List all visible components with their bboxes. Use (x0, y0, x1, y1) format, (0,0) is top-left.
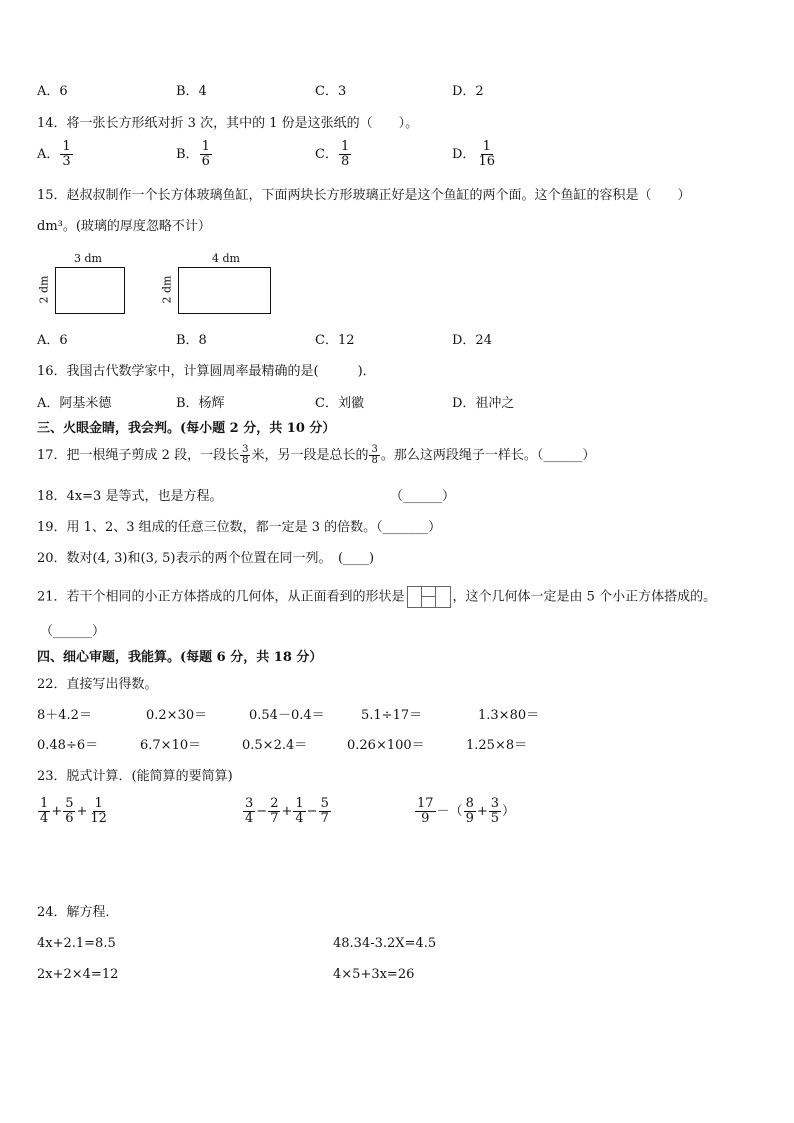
q19-question: 19．用 1、2、3 组成的任意三位数，都一定是 3 的倍数。（_______） (37, 520, 442, 535)
q18-answer-blank[interactable]: （______） (390, 489, 456, 504)
fig1-side-label: 2 dm (37, 275, 51, 304)
q15-option-d: D．24 (452, 333, 492, 348)
q17-question: 17．把一根绳子剪成 2 段，一段长 $\frac{3}{8}$ 米，另一段是总长的 $\frac{3}{8}$ 。那么这两段绳子一样长。（______） (37, 444, 596, 466)
section-4-heading: 四、细心审题，我能算。(每题 6 分，共 18 分） (37, 650, 323, 665)
q15-option-b: B．8 (176, 333, 207, 348)
fraction: $\frac{1}{4}$ (40, 796, 49, 826)
section-3-heading: 三、火眼金睛，我会判。(每小题 2 分，共 10 分） (37, 421, 336, 436)
q23-expression-3: $\frac{17}{9}$ －（ $\frac{8}{9}$ + $\frac{3}{5}$ ） (417, 796, 516, 826)
q21-question: 21．若干个相同的小正方体搭成的几何体，从正面看到的形状是 ，这个几何体一定是由 5 个小正方体搭成的。 (37, 586, 716, 609)
q21-answer-blank[interactable]: （______） (40, 624, 106, 639)
calc-item: 0.2×30＝ (146, 708, 208, 723)
fraction: $\frac{3}{4}$ (245, 796, 254, 826)
rectangle-4x2 (178, 267, 271, 314)
fraction: $\frac{5}{7}$ (320, 796, 329, 826)
q16-option-b: B．杨辉 (176, 396, 225, 411)
calc-item: 1.25×8＝ (466, 738, 528, 753)
q13-option-a: A．6 (37, 84, 68, 99)
fraction: $\frac{3}{8}$ (371, 444, 378, 466)
fraction: $\frac{1}{12}$ (90, 796, 107, 826)
rectangle-3x2 (55, 267, 125, 314)
fraction: $\frac{1}{3}$ (62, 139, 71, 169)
q20-question: 20．数对(4, 3)和(3, 5)表示的两个位置在同一列。 (____) (37, 551, 375, 566)
q24-title: 24．解方程． (37, 905, 119, 920)
fig1-top-label: 3 dm (74, 252, 102, 265)
q15-question: 15．赵叔叔制作一个长方体玻璃鱼缸，下面两块长方形玻璃正好是这个鱼缸的两个面。这个鱼缸的容积是（ ） (37, 188, 691, 203)
q13-option-d: D．2 (452, 84, 484, 99)
fraction: $\frac{3}{8}$ (242, 444, 249, 466)
fraction: $\frac{17}{9}$ (417, 796, 434, 826)
q16-option-c: C．刘徽 (315, 396, 364, 411)
fraction: $\frac{8}{9}$ (465, 796, 474, 826)
fraction: $\frac{1}{6}$ (201, 139, 210, 169)
q23-expression-1: $\frac{1}{4}$ + $\frac{5}{6}$ + $\frac{1}{12}$ (40, 796, 107, 826)
q14-option-c: C． $\frac{1}{8}$ (315, 139, 350, 169)
fraction: $\frac{1}{4}$ (295, 796, 304, 826)
q14-option-d: D． $\frac{1}{16}$ (452, 139, 495, 169)
fraction: $\frac{3}{5}$ (490, 796, 500, 826)
q18-question: 18．4x=3 是等式，也是方程。 (37, 489, 223, 504)
fraction: $\frac{1}{16}$ (478, 139, 495, 169)
q13-option-b: B．4 (176, 84, 207, 99)
equation: 2x+2×4=12 (37, 967, 119, 982)
q22-title: 22．直接写出得数。 (37, 677, 158, 692)
fraction: $\frac{2}{7}$ (270, 796, 279, 826)
calc-item: 0.26×100＝ (347, 738, 425, 753)
q15-option-c: C．12 (315, 333, 355, 348)
q14-option-a: A． $\frac{1}{3}$ (37, 139, 71, 169)
q14-option-b: B． $\frac{1}{6}$ (176, 139, 210, 169)
calc-item: 0.54－0.4＝ (249, 708, 325, 723)
q16-option-d: D．祖冲之 (452, 396, 515, 411)
fig2-top-label: 4 dm (212, 252, 240, 265)
q15-option-a: A．6 (37, 333, 68, 348)
front-view-grid-icon (407, 586, 451, 608)
q23-expression-2: $\frac{3}{4}$ − $\frac{2}{7}$ + $\frac{1}{4}$ − $\frac{5}{7}$ (245, 796, 329, 826)
q13-option-c: C．3 (315, 84, 347, 99)
calc-item: 1.3×80＝ (478, 708, 540, 723)
calc-item: 6.7×10＝ (140, 738, 202, 753)
calc-item: 0.48÷6＝ (37, 738, 99, 753)
q16-question: 16．我国古代数学家中，计算圆周率最精确的是( )． (37, 364, 376, 379)
equation: 48.34-3.2X=4.5 (333, 936, 437, 951)
q15-question-line2: dm³。(玻璃的厚度忽略不计） (37, 219, 211, 234)
q14-question: 14．将一张长方形纸对折 3 次，其中的 1 份是这张纸的（ ）。 (37, 116, 419, 131)
calc-item: 0.5×2.4＝ (242, 738, 308, 753)
fig2-side-label: 2 dm (160, 275, 174, 304)
equation: 4x+2.1=8.5 (37, 936, 116, 951)
fraction: $\frac{5}{6}$ (65, 796, 74, 826)
calc-item: 5.1÷17＝ (361, 708, 423, 723)
calc-item: 8＋4.2＝ (37, 708, 92, 723)
fraction: $\frac{1}{8}$ (340, 139, 350, 169)
q23-title: 23．脱式计算．(能简算的要简算) (37, 769, 233, 784)
equation: 4×5+3x=26 (333, 967, 415, 982)
q16-option-a: A．阿基米德 (37, 396, 112, 411)
